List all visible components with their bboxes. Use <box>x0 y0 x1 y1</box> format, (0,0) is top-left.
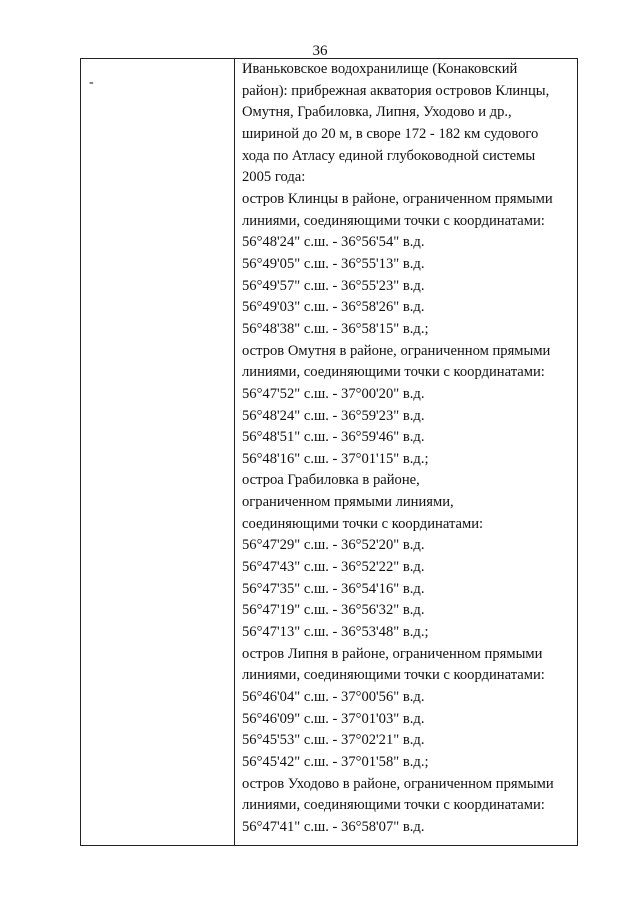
text-line: район): прибрежная акватория островов Клинцы, <box>242 82 550 99</box>
right-cell-content <box>242 59 576 839</box>
coordinate-line: 56°47'43" с.ш. - 36°52'22" в.д. <box>242 559 425 576</box>
coordinate-line: 56°47'19" с.ш. - 36°56'32" в.д. <box>242 602 425 619</box>
text-line: шириной до 20 м, в своре 172 - 182 км судового <box>242 125 539 142</box>
coordinate-line: 56°48'24" с.ш. - 36°59'23" в.д. <box>242 407 425 424</box>
text-line: 2005 года: <box>242 169 306 186</box>
page-number: 36 <box>312 43 328 59</box>
coordinate-line: 56°47'41" с.ш. - 36°58'07" в.д. <box>242 818 425 835</box>
coordinate-line: 56°49'57" с.ш. - 36°55'23" в.д. <box>242 277 425 294</box>
coordinate-line: 56°47'29" с.ш. - 36°52'20" в.д. <box>242 537 425 554</box>
island-heading-line: остров Клинцы в районе, ограниченном прямыми <box>242 190 553 207</box>
island-heading-line: остроа Грабиловка в районе, <box>242 472 420 489</box>
text-line: линиями, соединяющими точки с координатами: <box>242 667 545 684</box>
text-line: хода по Атласу единой глубоководной системы <box>242 147 536 164</box>
coordinate-line: 56°45'42" с.ш. - 37°01'58" в.д.; <box>242 754 429 770</box>
coordinate-line: 56°46'04" с.ш. - 37°00'56" в.д. <box>242 689 425 706</box>
coordinate-line: 56°48'24" с.ш. - 36°56'54" в.д. <box>242 234 425 251</box>
island-heading-line: остров Липня в районе, ограниченном прямыми <box>242 645 543 662</box>
island-heading-line: остров Уходово в районе, ограниченном прямыми <box>242 775 554 792</box>
coordinate-line: 56°48'38" с.ш. - 36°58'15" в.д.; <box>242 320 429 337</box>
text-line: ограниченном прямыми линиями, <box>242 494 454 511</box>
text-line: линиями, соединяющими точки с координатами: <box>242 212 545 229</box>
column-divider <box>234 59 235 845</box>
text-line: соединяющими точки с координатами: <box>242 515 484 532</box>
text-line: линиями, соединяющими точки с координатами: <box>242 364 545 381</box>
document-table <box>80 58 578 846</box>
left-cell-mark: - <box>89 75 94 90</box>
coordinate-line: 56°49'05" с.ш. - 36°55'13" в.д. <box>242 255 425 272</box>
text-line: Иваньковское водохранилище (Конаковский <box>242 61 518 77</box>
coordinate-line: 56°49'03" с.ш. - 36°58'26" в.д. <box>242 299 425 316</box>
coordinate-line: 56°48'16" с.ш. - 37°01'15" в.д.; <box>242 450 429 467</box>
coordinate-line: 56°47'35" с.ш. - 36°54'16" в.д. <box>242 580 425 597</box>
coordinate-line: 56°48'51" с.ш. - 36°59'46" в.д. <box>242 429 425 446</box>
coordinate-line: 56°45'53" с.ш. - 37°02'21" в.д. <box>242 732 425 749</box>
text-line: линиями, соединяющими точки с координатами: <box>242 797 545 814</box>
coordinate-line: 56°47'52" с.ш. - 37°00'20" в.д. <box>242 385 425 402</box>
coordinate-line: 56°46'09" с.ш. - 37°01'03" в.д. <box>242 710 425 727</box>
text-line: Омутня, Грабиловка, Липня, Уходово и др., <box>242 104 512 121</box>
coordinate-line: 56°47'13" с.ш. - 36°53'48" в.д.; <box>242 624 429 641</box>
island-heading-line: остров Омутня в районе, ограниченном прямыми <box>242 342 551 359</box>
